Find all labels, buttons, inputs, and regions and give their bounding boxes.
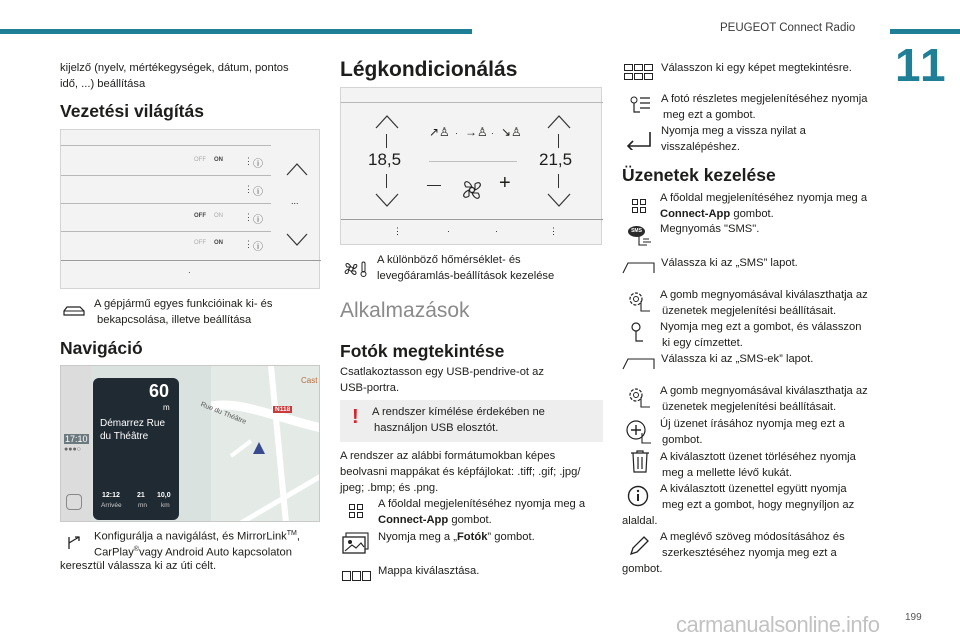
step-text: ” gombot.	[487, 531, 535, 543]
fullscreen-text	[661, 91, 867, 123]
toggle-on-label[interactable]: ON	[214, 157, 223, 163]
dot-indicator: ·	[188, 268, 191, 277]
new-message-icon	[624, 419, 654, 445]
distance-unit: m	[163, 403, 170, 412]
airflow-feet-icon[interactable]: ↘♙	[501, 125, 522, 139]
ac-item-text	[377, 252, 554, 284]
photos-label: Fotók	[456, 531, 488, 543]
toggle-on-label: ON	[214, 213, 223, 219]
chapter-accent-bar	[890, 29, 960, 34]
item-line: gombot.	[662, 434, 703, 446]
right-temp-up-icon[interactable]	[547, 114, 571, 130]
message-step-9	[660, 449, 856, 481]
formats-line: jpeg; .bmp; és .png.	[340, 482, 439, 494]
item-line: meg a mellette lévő kukát.	[662, 467, 792, 479]
intro-line: Csatlakoztasson egy USB-pendrive-ot az	[340, 366, 544, 378]
item-line: A különböző hőmérséklet- és	[377, 254, 521, 266]
toggle-off-label: OFF	[194, 240, 206, 246]
info-icon[interactable]: ⓘ	[253, 187, 263, 198]
arrival-time: 12:12	[102, 492, 120, 499]
step-line: A főoldal megjelenítéséhez nyomja meg a	[660, 192, 868, 204]
nav-item-line3: keresztül válassza ki az úti célt.	[60, 560, 217, 572]
formats-text	[340, 448, 580, 496]
back-text	[661, 123, 806, 155]
formats-line: beolvasni mappákat és képfájlokat: .tiff; .gif; .jpg/	[340, 466, 581, 478]
message-step-11	[660, 529, 845, 561]
info-icon[interactable]: ⓘ	[253, 242, 263, 253]
nav-text: Konfigurálja a navigálást, és MirrorLink	[94, 530, 287, 543]
separator-dot: ·	[491, 128, 494, 138]
item-line: A gomb megnyomásával kiválaszthatja az	[660, 385, 868, 397]
nav-text: vagy Android Auto kapcsolaton	[138, 546, 292, 559]
item-line: levegőáramlás-beállítások kezelése	[377, 270, 555, 282]
trash-icon	[630, 450, 650, 474]
item-line: A gomb megnyomásával kiválaszthatja az	[660, 289, 868, 301]
fan-temperature-icon	[343, 260, 369, 278]
messages-heading: Üzenetek kezelése	[622, 165, 776, 185]
scroll-down-icon[interactable]	[286, 233, 308, 247]
fan-decrease-button[interactable]: —	[427, 176, 441, 192]
options-icon[interactable]: ⋮	[549, 226, 558, 236]
options-icon[interactable]: ⋮	[393, 226, 402, 236]
touch-hand-icon	[633, 230, 653, 248]
page-indicator: ...	[291, 196, 299, 206]
message-step-10-end: alaldal.	[622, 515, 658, 527]
navigation-heading: Navigáció	[60, 338, 143, 358]
warning-line: A rendszer kímélése érdekében ne	[372, 406, 545, 418]
item-line: A kiválasztott üzenettel együtt nyomja	[660, 483, 847, 495]
trademark: TM	[286, 530, 297, 537]
right-temperature: 21,5	[539, 150, 573, 169]
toggle-off-label: OFF	[194, 157, 206, 163]
signal-dots: ●●●○	[64, 446, 81, 453]
info-icon[interactable]: ⓘ	[253, 215, 263, 226]
right-temp-down-icon[interactable]	[547, 192, 571, 208]
item-line: A kiválasztott üzenet törléséhez nyomja	[660, 451, 856, 463]
warning-icon: !	[352, 406, 359, 428]
photos-intro	[340, 364, 544, 396]
image-grid-icon	[624, 64, 654, 80]
back-arrow-icon	[626, 130, 652, 150]
separator-dot: ·	[447, 226, 450, 236]
options-icon[interactable]: ⋮	[244, 184, 253, 194]
separator-dot: ·	[495, 226, 498, 236]
folder-list-icon	[342, 570, 372, 582]
nav-text: CarPlay	[94, 546, 134, 559]
item-line: A meglévő szöveg módosításához és	[660, 531, 845, 543]
arrival-label: Arrivée	[101, 502, 122, 509]
step-line: gombot.	[448, 514, 492, 526]
fullscreen-touch-icon	[626, 94, 652, 118]
header-title: PEUGEOT Connect Radio	[720, 22, 856, 34]
info-icon[interactable]: ⓘ	[253, 159, 263, 170]
message-step-1	[660, 190, 867, 222]
chapter-number: 11	[895, 39, 948, 91]
options-icon[interactable]: ⋮	[244, 239, 253, 249]
photos-icon	[342, 532, 370, 554]
connect-app-grid-icon	[632, 199, 646, 213]
photos-heading: Fotók megtekintése	[340, 341, 505, 361]
item-line: bekapcsolása, illetve beállítása	[97, 314, 252, 326]
airflow-face-icon[interactable]: ↗♙	[429, 125, 450, 139]
photo-step-2	[378, 529, 535, 545]
fan-increase-button[interactable]: +	[499, 172, 511, 194]
contact-touch-icon	[627, 321, 651, 345]
km-value: 10,0	[157, 492, 171, 499]
toggle-on-label[interactable]: ON	[214, 240, 223, 246]
left-temperature: 18,5	[368, 150, 402, 169]
header-accent-bar	[0, 29, 472, 34]
item-line: A gépjármű egyes funkcióinak ki- és	[94, 298, 273, 310]
item-line: meg ezt a gombot.	[663, 109, 756, 121]
home-button[interactable]	[66, 494, 82, 510]
left-temp-up-icon[interactable]	[375, 114, 399, 130]
duration-unit: mn	[138, 502, 148, 509]
message-step-4	[660, 287, 868, 319]
nav-text: ,	[296, 530, 300, 543]
street-name: du Théâtre	[100, 431, 149, 442]
guidance-panel	[93, 378, 179, 520]
connect-app-label: Connect-App	[660, 208, 731, 220]
intro-line: kijelző (nyelv, mértékegységek, dátum, pontos	[60, 62, 289, 74]
sms-badge: SMS	[628, 226, 645, 237]
message-step-5	[660, 319, 861, 351]
lighting-item-text	[94, 296, 272, 328]
item-line: üzenetek megjelenítési beállításait.	[662, 305, 837, 317]
info-detail-icon	[627, 485, 649, 507]
item-line: visszalépéshez.	[661, 141, 740, 153]
message-step-3: Válassza ki az „SMS” lapot.	[661, 257, 798, 269]
navigation-arrow-icon	[66, 535, 82, 551]
street-name: Démarrez Rue	[100, 418, 166, 429]
map-street-label: Rue du Théâtre	[199, 401, 248, 426]
map-area[interactable]	[211, 366, 320, 522]
step-line: gombot.	[730, 208, 774, 220]
lighting-screen	[60, 129, 320, 289]
airflow-body-icon[interactable]: →♙	[465, 125, 488, 139]
settings-touch-icon	[626, 385, 654, 409]
clock: 17:10	[65, 434, 88, 444]
ac-screen	[340, 87, 602, 245]
tab-icon	[622, 358, 656, 370]
warning-text	[372, 404, 545, 436]
scroll-up-icon[interactable]	[286, 162, 308, 176]
edit-pencil-icon	[628, 535, 650, 557]
message-step-6: Válassza ki az „SMS-ek” lapot.	[661, 353, 814, 365]
options-icon[interactable]: ⋮	[244, 212, 253, 222]
step-line: A főoldal megjelenítéséhez nyomja meg a	[378, 498, 586, 510]
item-line: üzenetek megjelenítési beállításait.	[662, 401, 837, 413]
options-icon[interactable]: ⋮	[244, 156, 253, 166]
item-line: ki egy címzettet.	[662, 337, 743, 349]
item-line: szerkesztéséhez nyomja meg ezt a	[662, 547, 837, 559]
warning-line: használjon USB elosztót.	[374, 422, 499, 434]
warning-box	[340, 400, 603, 442]
connect-app-grid-icon	[349, 504, 363, 518]
message-step-7	[660, 383, 868, 415]
distance-value: 60	[149, 381, 170, 401]
settings-touch-icon	[626, 289, 654, 313]
intro-line: USB-portra.	[340, 382, 400, 394]
fan-icon	[458, 176, 486, 204]
toggle-off-label[interactable]: OFF	[194, 213, 206, 219]
tab-icon	[622, 262, 656, 274]
intro-line: idő, ...) beállítása	[60, 78, 146, 90]
message-step-11-end: gombot.	[622, 563, 663, 575]
item-line: Új üzenet írásához nyomja meg ezt a	[660, 418, 845, 430]
step-text: Nyomja meg a „	[378, 531, 457, 543]
car-icon	[62, 304, 86, 318]
pick-image-text: Válasszon ki egy képet megtekintésre.	[661, 62, 852, 74]
road-badge: N118	[275, 406, 291, 413]
formats-line: A rendszer az alábbi formátumokban képes	[340, 450, 556, 462]
applications-heading: Alkalmazások	[340, 299, 470, 322]
watermark: carmanualsonline.info	[676, 612, 880, 637]
page-number: 199	[905, 612, 922, 623]
left-temp-down-icon[interactable]	[375, 192, 399, 208]
connect-app-label: Connect-App	[378, 514, 449, 526]
map-corner-label: Cast	[301, 376, 318, 385]
separator-dot: ·	[455, 128, 458, 138]
photo-step-1	[378, 496, 585, 528]
message-step-2: Megnyomás "SMS".	[660, 223, 760, 235]
item-line: Nyomja meg a vissza nyilat a	[661, 125, 806, 137]
message-step-10	[660, 481, 854, 513]
sms-icon	[627, 225, 653, 247]
intro-text	[60, 60, 289, 92]
lighting-heading: Vezetési világítás	[60, 101, 204, 121]
duration-value: 21	[137, 492, 145, 499]
photo-step-3: Mappa kiválasztása.	[378, 565, 480, 577]
ac-heading: Légkondicionálás	[340, 58, 518, 81]
registered-mark: ®	[133, 546, 139, 553]
item-line: A fotó részletes megjelenítéséhez nyomja	[661, 93, 868, 105]
message-step-8	[660, 416, 845, 448]
item-line: Nyomja meg ezt a gombot, és válasszon	[660, 321, 862, 333]
item-line: meg ezt a gombot, hogy megnyíljon az	[662, 499, 855, 511]
km-unit: km	[161, 502, 170, 509]
navigation-screen	[60, 365, 320, 522]
